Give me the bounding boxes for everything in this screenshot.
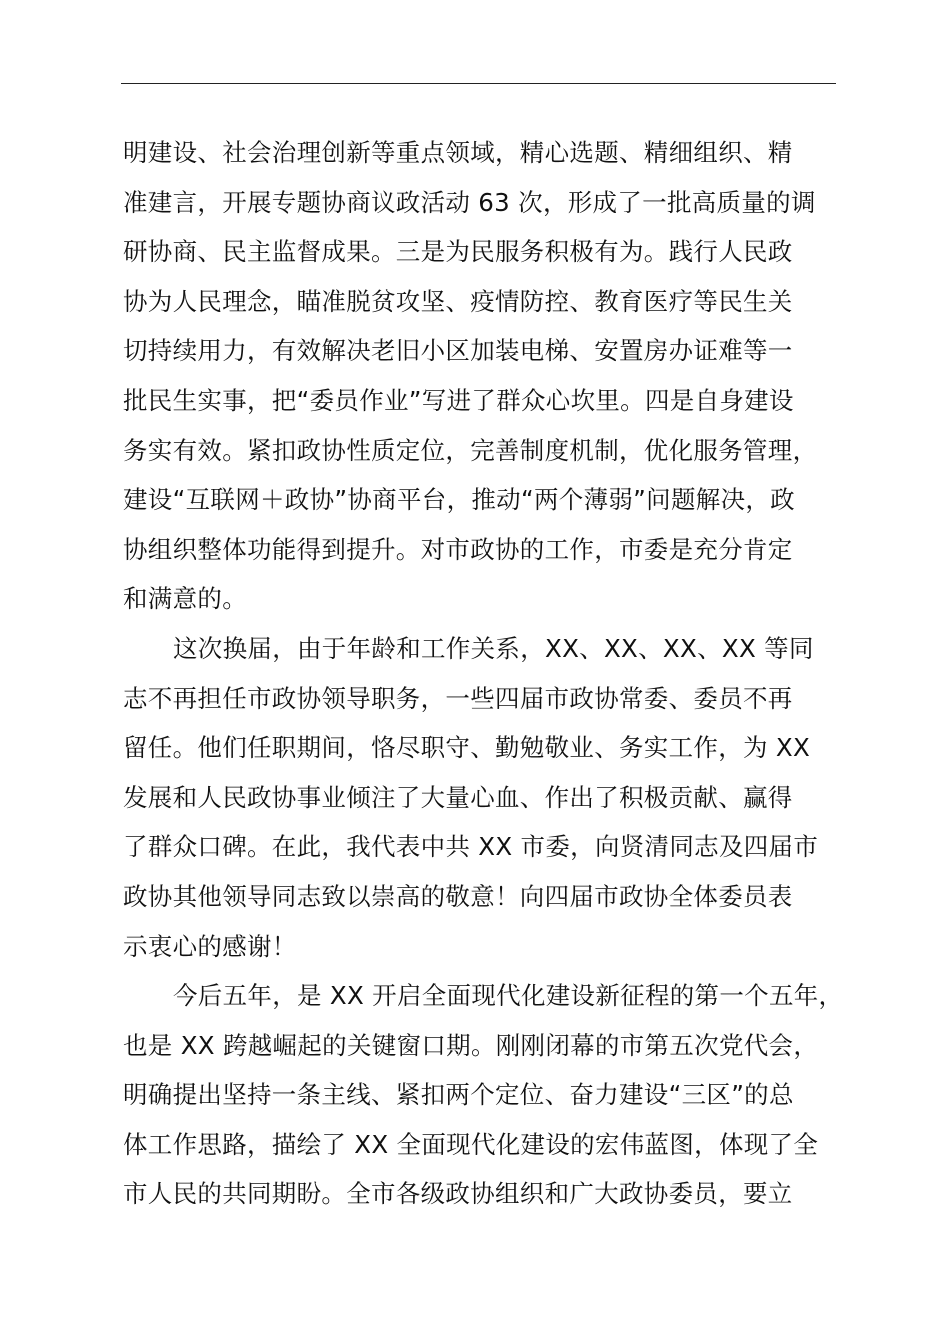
- text-line: 研协商、民主监督成果。三是为民服务积极有为。践行人民政: [123, 237, 793, 267]
- text-line: 志不再担任市政协领导职务，一些四届市政协常委、委员不再: [123, 683, 793, 713]
- text-line: 留任。他们任职期间，恪尽职守、勤勉敬业、务实工作，为 XX: [123, 733, 811, 763]
- text-line: 市人民的共同期盼。全市各级政协组织和广大政协委员，要立: [123, 1179, 793, 1209]
- text-line: 也是 XX 跨越崛起的关键窗口期。刚刚闭幕的市第五次党代会，: [123, 1030, 819, 1060]
- document-body: [123, 128, 863, 1219]
- text-line: 协组织整体功能得到提升。对市政协的工作，市委是充分肯定: [123, 534, 793, 564]
- text-line: 批民生实事，把“委员作业”写进了群众心坎里。四是自身建设: [123, 385, 794, 415]
- text-line: 建设“互联网＋政协”协商平台，推动“两个薄弱”问题解决，政: [123, 485, 795, 515]
- paragraph-2: [123, 624, 863, 971]
- text-line: 明确提出坚持一条主线、紧扣两个定位、奋力建设“三区”的总: [123, 1080, 794, 1110]
- text-line: 了群众口碑。在此，我代表中共 XX 市委，向贤清同志及四届市: [123, 832, 819, 862]
- text-line: 这次换届，由于年龄和工作关系，XX、XX、XX、XX 等同: [173, 633, 814, 663]
- text-line: 准建言，开展专题协商议政活动 63 次，形成了一批高质量的调: [123, 187, 816, 217]
- text-line: 政协其他领导同志致以崇高的敬意！向四届市政协全体委员表: [123, 881, 793, 911]
- header-rule: [121, 83, 836, 84]
- text-line: 体工作思路，描绘了 XX 全面现代化建设的宏伟蓝图，体现了全: [123, 1129, 819, 1159]
- paragraph-1: [123, 128, 863, 624]
- text-line: 明建设、社会治理创新等重点领域，精心选题、精细组织、精: [123, 138, 793, 167]
- text-line: 协为人民理念，瞄准脱贫攻坚、疫情防控、教育医疗等民生关: [123, 286, 793, 316]
- text-line: 今后五年，是 XX 开启全面现代化建设新征程的第一个五年，: [173, 981, 844, 1011]
- text-line: 切持续用力，有效解决老旧小区加装电梯、安置房办证难等一: [123, 336, 793, 366]
- text-line: 和满意的。: [123, 584, 247, 614]
- text-line: 示衷心的感谢！: [123, 931, 297, 961]
- paragraph-3: [123, 971, 863, 1219]
- text-line: 务实有效。紧扣政协性质定位，完善制度机制，优化服务管理，: [123, 435, 818, 465]
- text-line: 发展和人民政协事业倾注了大量心血、作出了积极贡献、赢得: [123, 782, 793, 812]
